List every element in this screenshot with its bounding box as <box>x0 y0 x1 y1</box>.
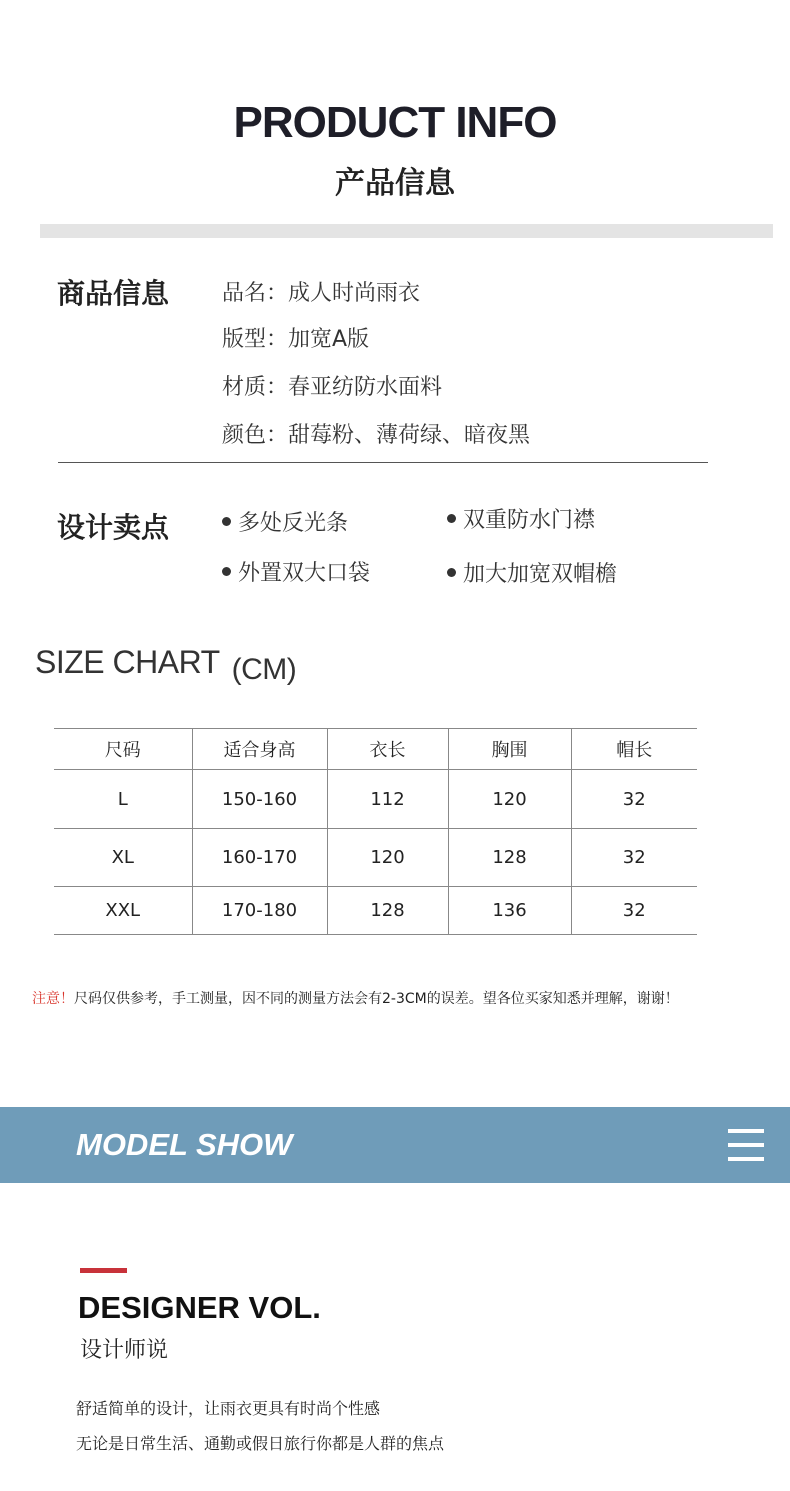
size-note <box>32 988 679 1008</box>
model-show-banner <box>0 1107 790 1183</box>
page-subtitle: 产品信息 <box>335 166 455 201</box>
info-divider <box>58 462 708 463</box>
product-fit-row: 版型：加宽A版 <box>222 327 370 352</box>
cell-chest: 128 <box>448 829 571 887</box>
cell-height: 150-160 <box>192 770 327 829</box>
size-table <box>54 728 697 935</box>
note-prefix: 注意！ <box>32 991 74 1007</box>
cell-height: 170-180 <box>192 887 327 935</box>
feature-text: 外置双大口袋 <box>238 561 371 586</box>
product-material-row: 材质：春亚纺防水面料 <box>222 375 443 400</box>
designer-description-line: 舒适简单的设计，让雨衣更具有时尚个性感 <box>76 1399 381 1418</box>
bullet-dot-icon <box>447 514 456 523</box>
menu-icon <box>728 1127 764 1163</box>
feature-item <box>222 556 370 587</box>
cell-size: L <box>54 770 192 829</box>
feature-text: 多处反光条 <box>238 511 349 536</box>
product-name-row: 品名：成人时尚雨衣 <box>222 281 421 306</box>
header-hood: 帽长 <box>571 729 697 770</box>
cell-height: 160-170 <box>192 829 327 887</box>
feature-item <box>447 503 595 534</box>
size-chart-title <box>35 644 297 686</box>
header-size: 尺码 <box>54 729 192 770</box>
table-row <box>54 770 697 829</box>
designer-title: DESIGNER VOL. <box>78 1290 321 1325</box>
cell-length: 128 <box>327 887 448 935</box>
feature-text: 加大加宽双帽檐 <box>463 562 618 587</box>
title-divider-bar <box>40 224 773 238</box>
designer-accent-bar <box>80 1268 127 1273</box>
product-info-label: 商品信息 <box>57 277 170 310</box>
model-show-title: MODEL SHOW <box>76 1127 293 1162</box>
designer-subtitle: 设计师说 <box>80 1338 169 1363</box>
size-chart-unit: (CM) <box>231 653 297 686</box>
header-height: 适合身高 <box>192 729 327 770</box>
cell-length: 112 <box>327 770 448 829</box>
cell-size: XXL <box>54 887 192 935</box>
feature-item <box>222 506 348 537</box>
cell-hood: 32 <box>571 887 697 935</box>
size-chart-title-text: SIZE CHART <box>35 644 220 680</box>
table-row <box>54 887 697 935</box>
cell-size: XL <box>54 829 192 887</box>
feature-text: 双重防水门襟 <box>463 508 596 533</box>
cell-hood: 32 <box>571 829 697 887</box>
header-chest: 胸围 <box>448 729 571 770</box>
table-row <box>54 829 697 887</box>
header-length: 衣长 <box>327 729 448 770</box>
bullet-dot-icon <box>222 517 231 526</box>
bullet-dot-icon <box>447 568 456 577</box>
cell-hood: 32 <box>571 770 697 829</box>
bullet-dot-icon <box>222 567 231 576</box>
table-header-row <box>54 729 697 770</box>
page-title: PRODUCT INFO <box>233 98 557 147</box>
design-points-label: 设计卖点 <box>57 511 170 544</box>
designer-description-line: 无论是日常生活、通勤或假日旅行你都是人群的焦点 <box>76 1434 445 1453</box>
cell-chest: 120 <box>448 770 571 829</box>
cell-chest: 136 <box>448 887 571 935</box>
product-color-row: 颜色：甜莓粉、薄荷绿、暗夜黑 <box>222 423 531 448</box>
cell-length: 120 <box>327 829 448 887</box>
feature-item <box>447 557 617 588</box>
note-text: 尺码仅供参考，手工测量，因不同的测量方法会有2-3CM的误差。望各位买家知悉并理解，谢谢！ <box>74 991 679 1007</box>
